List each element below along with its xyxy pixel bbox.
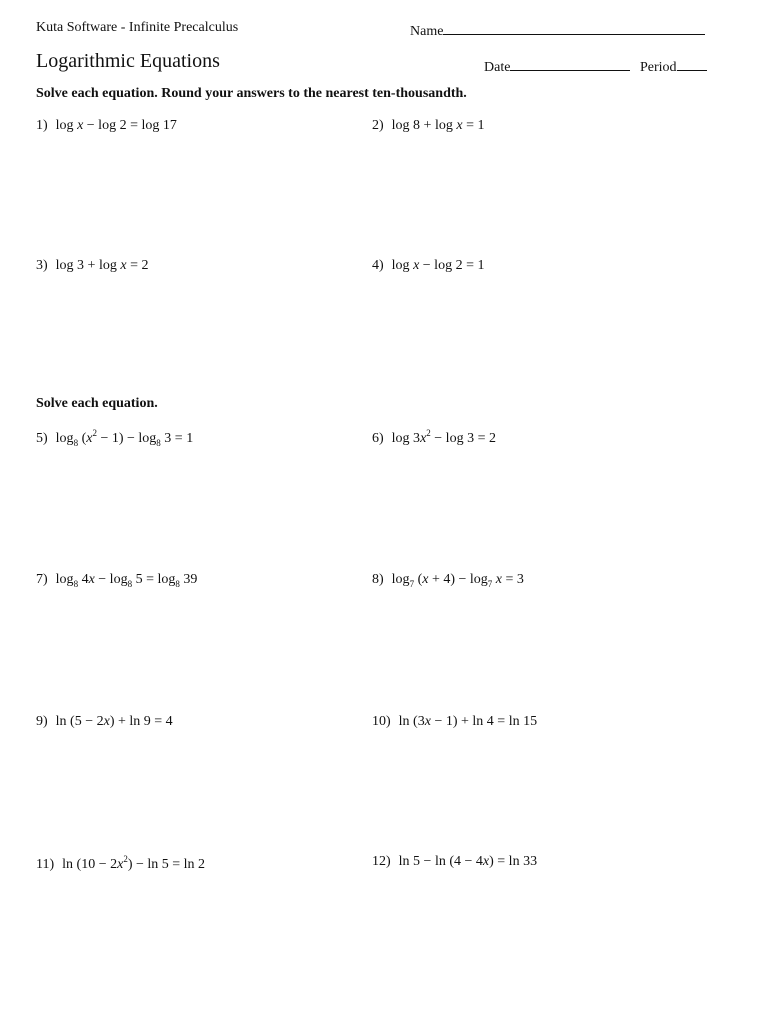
problem-number: 4) <box>372 258 384 273</box>
problem-equation: log 8 + log x = 1 <box>391 118 485 133</box>
problem-number: 7) <box>36 572 48 587</box>
problem-equation: ln 5 − ln (4 − 4x) = ln 33 <box>398 854 538 869</box>
problem-number: 5) <box>36 431 48 446</box>
problem-7 <box>36 572 197 589</box>
period-field[interactable] <box>640 56 707 76</box>
problem-equation: $\log_8 4x - \log_8 5 = \log_8 39$ <box>55 572 198 589</box>
problem-equation: $\log_8 (x^2 - 1) - \log_8 3 = 1$ <box>55 428 194 448</box>
problem-equation: ln (5 − 2x) + ln 9 = 4 <box>55 714 173 729</box>
problem-number: 8) <box>372 572 384 587</box>
problem-6 <box>372 428 496 447</box>
problem-9 <box>36 714 173 730</box>
problem-equation: $\log_7 (x + 4) - \log_7 x = 3$ <box>391 572 524 589</box>
instructions-round: Solve each equation. Round your answers to the nearest ten-thousandth. <box>36 86 467 101</box>
problem-number: 12) <box>372 854 391 869</box>
problem-equation: log x − log 2 = log 17 <box>55 118 177 133</box>
problem-12 <box>372 854 537 870</box>
problem-5 <box>36 428 193 448</box>
problem-2 <box>372 118 484 134</box>
problem-number: 11) <box>36 857 55 872</box>
problem-4 <box>372 258 484 274</box>
problem-1 <box>36 118 177 134</box>
problem-equation: log 3 + log x = 2 <box>55 258 149 273</box>
problem-equation: $\ln (10 - 2x^2) - \ln 5 = \ln 2$ <box>62 854 206 872</box>
date-label: Date <box>484 60 511 75</box>
problem-number: 1) <box>36 118 48 133</box>
problem-equation: log x − log 2 = 1 <box>391 258 485 273</box>
problem-equation: $\log 3x^2 - \log 3 = 2$ <box>391 428 496 446</box>
date-blank[interactable] <box>510 56 630 71</box>
date-field[interactable] <box>484 56 630 76</box>
name-blank[interactable] <box>443 20 705 35</box>
problem-8 <box>372 572 524 589</box>
period-blank[interactable] <box>677 56 707 71</box>
problem-equation: ln (3x − 1) + ln 4 = ln 15 <box>398 714 538 729</box>
problem-number: 6) <box>372 431 384 446</box>
name-label: Name <box>410 24 444 39</box>
problem-11 <box>36 854 205 873</box>
page-title: Logarithmic Equations <box>36 50 220 72</box>
name-field[interactable] <box>410 20 705 40</box>
problem-number: 10) <box>372 714 391 729</box>
problem-3 <box>36 258 148 274</box>
software-name: Kuta Software - Infinite Precalculus <box>36 20 239 35</box>
problem-10 <box>372 714 537 730</box>
period-label: Period <box>640 60 677 75</box>
problem-number: 9) <box>36 714 48 729</box>
problem-number: 2) <box>372 118 384 133</box>
instructions-solve: Solve each equation. <box>36 396 158 411</box>
problem-number: 3) <box>36 258 48 273</box>
